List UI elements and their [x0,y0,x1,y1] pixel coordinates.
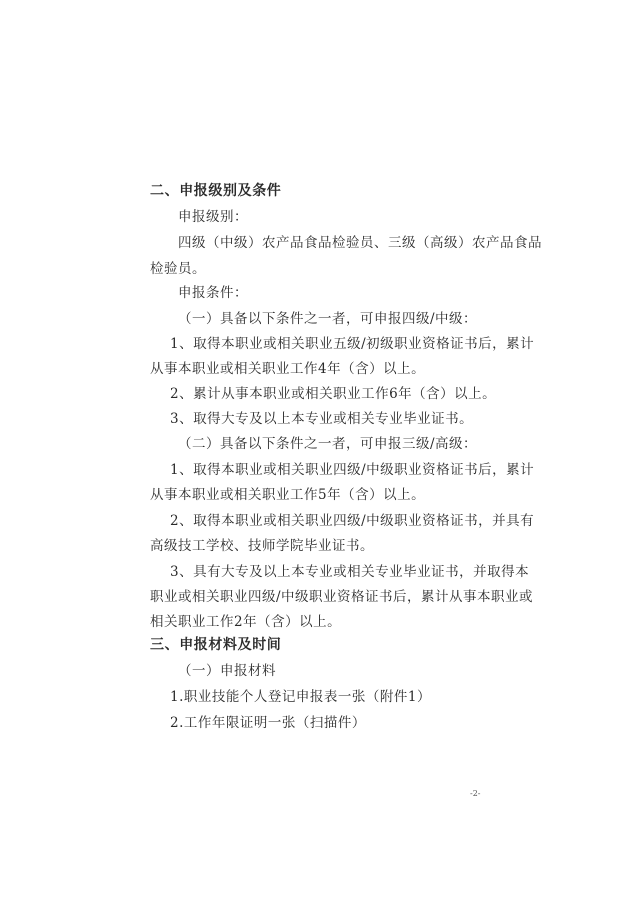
group2-item3-line1: 3、具有大专及以上本专业或相关专业毕业证书，并取得本 [170,564,530,580]
materials-subheading: （一）申报材料 [178,663,276,679]
group2-item3-line2: 职业或相关职业四级/中级职业资格证书后，累计从事本职业或 [150,589,534,605]
group1-item3: 3、取得大专及以上本专业或相关专业毕业证书。 [170,411,474,427]
section3-heading: 三、申报材料及时间 [150,637,282,653]
level-label: 申报级别： [178,209,248,225]
group2-item2-line2: 高级技工学校、技师学院毕业证书。 [150,538,374,554]
group1-title: （一）具备以下条件之一者，可申报四级/中级： [178,311,478,327]
material-item-1: 1.职业技能个人登记申报表一张（附件1） [170,689,431,705]
page-number: -2- [470,789,481,798]
levels-line1: 四级（中级）农产品食品检验员、三级（高级）农产品食品 [178,235,542,251]
group1-item2: 2、累计从事本职业或相关职业工作6年（含）以上。 [170,386,497,402]
group1-item1-line2: 从事本职业或相关职业工作4年（含）以上。 [150,361,426,377]
conditions-label: 申报条件： [178,285,248,301]
levels-line2: 检验员。 [150,261,206,277]
group1-item1-line1: 1、取得本职业或相关职业五级/初级职业资格证书后，累计 [170,336,535,352]
material-item-2: 2.工作年限证明一张（扫描件） [170,715,366,731]
section2-heading: 二、申报级别及条件 [150,183,282,199]
group2-item3-line3: 相关职业工作2年（含）以上。 [150,614,342,630]
group2-item1-line1: 1、取得本职业或相关职业四级/中级职业资格证书后，累计 [170,462,535,478]
group2-title: （二）具备以下条件之一者，可申报三级/高级： [178,436,478,452]
group2-item1-line2: 从事本职业或相关职业工作5年（含）以上。 [150,487,426,503]
group2-item2-line1: 2、取得本职业或相关职业四级/中级职业资格证书，并具有 [170,513,535,529]
